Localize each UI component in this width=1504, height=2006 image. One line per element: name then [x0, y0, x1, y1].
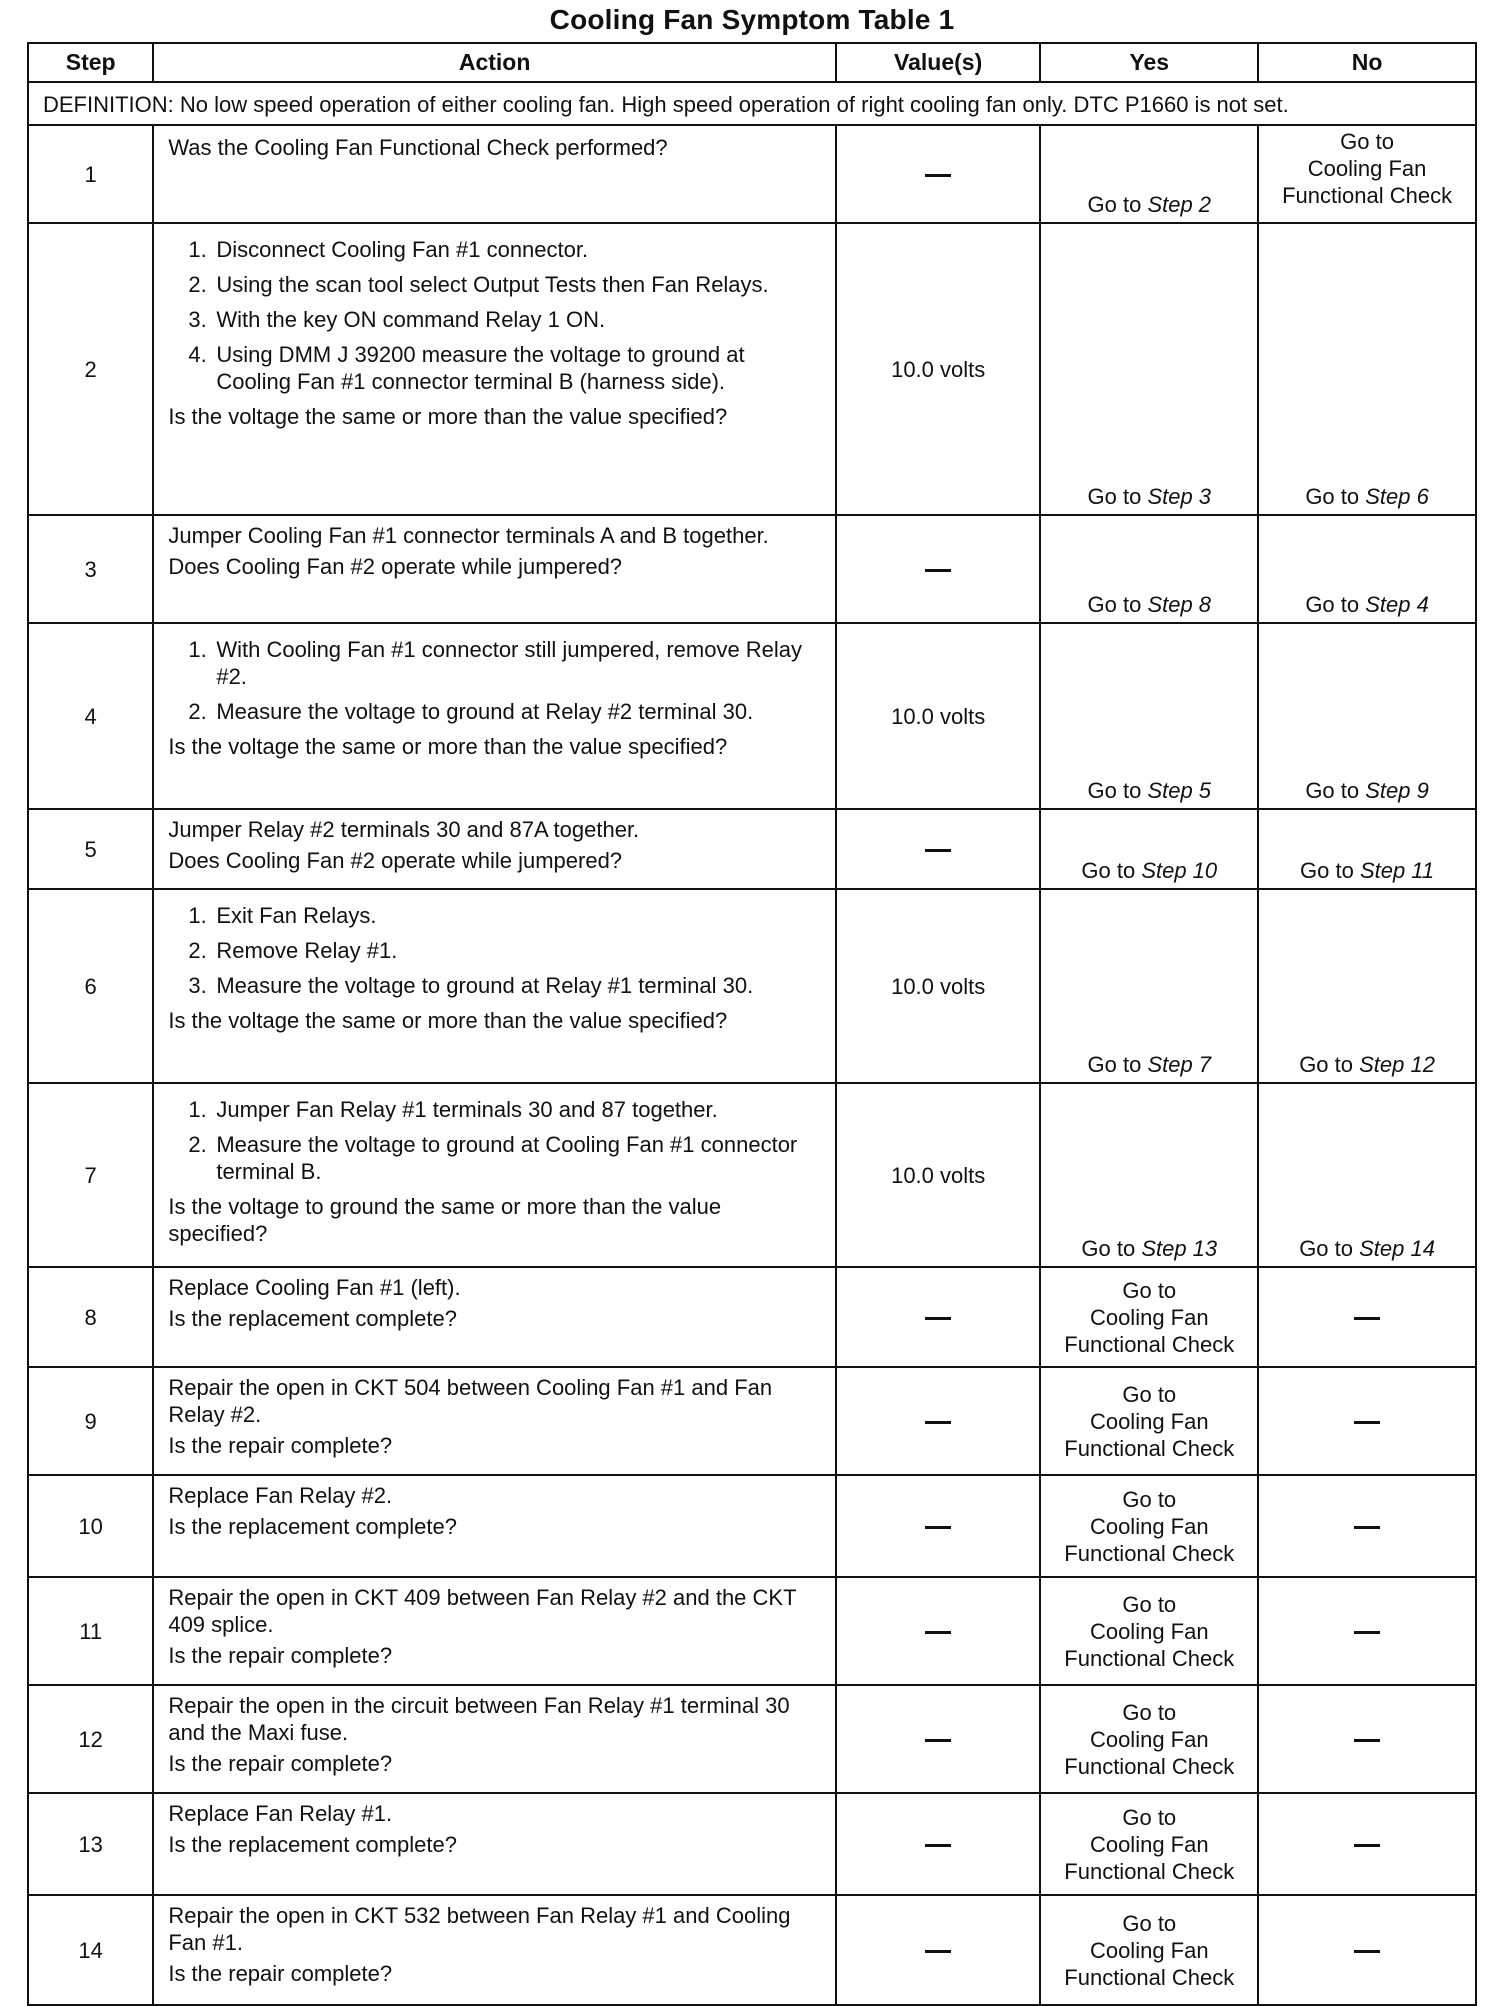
- dash-mark: [925, 849, 951, 852]
- yes-cell: [1040, 809, 1258, 889]
- action-cell: [153, 889, 836, 1083]
- action-cell: [153, 1267, 836, 1367]
- goto-step-link[interactable]: Step 2: [1147, 192, 1212, 217]
- no-cell: [1258, 1793, 1476, 1895]
- goto-label: Go to: [1087, 778, 1142, 803]
- substep-number: 3.: [188, 973, 207, 998]
- question-text: Is the voltage the same or more than the value specified?: [168, 404, 728, 429]
- table-row: [28, 1475, 1476, 1577]
- step-number: 14: [28, 1895, 153, 2005]
- dash-mark: [1354, 1526, 1380, 1529]
- value-text: 10.0 volts: [891, 1162, 986, 1188]
- substep-item: [176, 271, 821, 298]
- no-cell: [1258, 1083, 1476, 1267]
- substep-number: 3.: [188, 307, 207, 332]
- goto-label: Go to: [1087, 484, 1142, 509]
- action-text: Repair the open in CKT 532 between Fan Relay #1 and Cooling Fan #1.: [168, 1903, 791, 1955]
- table-row: [28, 515, 1476, 623]
- symptom-table: [27, 42, 1477, 2006]
- dash-mark: [1354, 1844, 1380, 1847]
- goto-step-link[interactable]: Step 5: [1147, 778, 1212, 803]
- question-text: Does Cooling Fan #2 operate while jumpered?: [168, 554, 623, 579]
- dash-mark: [1354, 1631, 1380, 1634]
- no-cell: [1258, 623, 1476, 809]
- no-cell: [1258, 515, 1476, 623]
- goto-step-link[interactable]: Step 14: [1359, 1236, 1435, 1261]
- header-action: Action: [153, 43, 836, 82]
- goto-label: Go to: [1305, 778, 1360, 803]
- goto-label: Go to: [1122, 1910, 1177, 1936]
- yes-cell: [1040, 623, 1258, 809]
- header-step: Step: [28, 43, 153, 82]
- goto-label: Go to: [1299, 1236, 1353, 1261]
- step-number: 2: [28, 223, 153, 515]
- substep-number: 1.: [188, 637, 207, 662]
- substep-item: [176, 1096, 821, 1123]
- question-text: Is the replacement complete?: [168, 1832, 457, 1857]
- value-cell: [836, 125, 1040, 223]
- functional-check-link[interactable]: Cooling Fan Functional Check: [1064, 1831, 1235, 1884]
- action-cell: [153, 1083, 836, 1267]
- no-cell: [1258, 889, 1476, 1083]
- action-cell: [153, 1793, 836, 1895]
- step-number: 13: [28, 1793, 153, 1895]
- goto-step-link[interactable]: Step 9: [1365, 778, 1429, 803]
- goto-label: Go to: [1081, 1236, 1136, 1261]
- goto-label: Go to: [1087, 192, 1142, 217]
- goto-step-link[interactable]: Step 12: [1359, 1052, 1435, 1077]
- table-row: [28, 1367, 1476, 1475]
- step-number: 1: [28, 125, 153, 223]
- dash-mark: [925, 1739, 951, 1742]
- goto-label: Go to: [1122, 1277, 1177, 1303]
- goto-label: Go to: [1122, 1699, 1177, 1725]
- question-text: Is the repair complete?: [168, 1751, 393, 1776]
- no-cell: [1258, 1895, 1476, 2005]
- action-cell: [153, 623, 836, 809]
- substep-text: Remove Relay #1.: [216, 938, 398, 963]
- substep-text: Disconnect Cooling Fan #1 connector.: [216, 237, 589, 262]
- yes-cell: [1040, 1267, 1258, 1367]
- substep-list: [168, 1096, 821, 1185]
- page-title: Cooling Fan Symptom Table 1: [549, 4, 955, 35]
- action-text: Jumper Relay #2 terminals 30 and 87A together.: [168, 817, 640, 842]
- substep-number: 2.: [188, 938, 207, 963]
- substep-item: [176, 698, 821, 725]
- value-cell: [836, 623, 1040, 809]
- value-text: 10.0 volts: [891, 973, 986, 999]
- yes-cell: [1040, 1895, 1258, 2005]
- value-cell: [836, 809, 1040, 889]
- question-text: Is the replacement complete?: [168, 1514, 457, 1539]
- substep-item: [176, 341, 821, 395]
- goto-label: Go to: [1087, 1052, 1142, 1077]
- header-values: Value(s): [836, 43, 1040, 82]
- goto-step-link[interactable]: Step 7: [1147, 1052, 1212, 1077]
- goto-step-link[interactable]: Step 3: [1147, 484, 1212, 509]
- action-text: Jumper Cooling Fan #1 connector terminals A and B together.: [168, 523, 769, 548]
- substep-text: Measure the voltage to ground at Relay #2 terminal 30.: [216, 699, 754, 724]
- value-cell: [836, 1577, 1040, 1685]
- no-cell: [1258, 1577, 1476, 1685]
- table-row: [28, 1577, 1476, 1685]
- table-row: [28, 623, 1476, 809]
- goto-label: Go to: [1122, 1381, 1177, 1407]
- dash-mark: [925, 1844, 951, 1847]
- substep-text: Measure the voltage to ground at Cooling Fan #1 connector terminal B.: [216, 1132, 798, 1184]
- question-text: Was the Cooling Fan Functional Check performed?: [168, 135, 668, 160]
- step-number: 10: [28, 1475, 153, 1577]
- question-text: Is the voltage the same or more than the value specified?: [168, 734, 728, 759]
- goto-label: Go to: [1305, 592, 1360, 617]
- goto-step-link[interactable]: Step 11: [1359, 858, 1435, 883]
- substep-text: Using the scan tool select Output Tests then Fan Relays.: [216, 272, 769, 297]
- action-text: Repair the open in the circuit between Fan Relay #1 terminal 30 and the Maxi fuse.: [168, 1693, 790, 1745]
- value-cell: [836, 1685, 1040, 1793]
- action-cell: [153, 1367, 836, 1475]
- functional-check-link[interactable]: Cooling Fan Functional Check: [1064, 1726, 1235, 1779]
- value-cell: [836, 1475, 1040, 1577]
- functional-check-link[interactable]: Cooling Fan Functional Check: [1064, 1937, 1235, 1990]
- substep-item: [176, 972, 821, 999]
- dash-mark: [925, 569, 951, 572]
- table-row: [28, 1267, 1476, 1367]
- question-text: Is the voltage the same or more than the value specified?: [168, 1008, 728, 1033]
- yes-cell: [1040, 125, 1258, 223]
- goto-label: Go to: [1122, 1591, 1177, 1617]
- goto-label: Go to: [1299, 1052, 1353, 1077]
- no-cell: [1258, 1685, 1476, 1793]
- substep-item: [176, 902, 821, 929]
- table-row: [28, 1895, 1476, 2005]
- action-text: Replace Fan Relay #2.: [168, 1483, 393, 1508]
- functional-check-link[interactable]: Cooling Fan Functional Check: [1064, 1408, 1235, 1461]
- value-cell: [836, 1367, 1040, 1475]
- no-cell: [1258, 1267, 1476, 1367]
- functional-check-link[interactable]: Cooling Fan Functional Check: [1064, 1304, 1235, 1357]
- yes-cell: [1040, 515, 1258, 623]
- action-text: Repair the open in CKT 504 between Cooling Fan #1 and Fan Relay #2.: [168, 1375, 773, 1427]
- substep-list: [168, 902, 821, 999]
- substep-number: 2.: [188, 272, 207, 297]
- goto-label: Go to: [1081, 858, 1136, 883]
- functional-check-link[interactable]: Cooling Fan Functional Check: [1282, 156, 1453, 208]
- question-text: Is the repair complete?: [168, 1433, 393, 1458]
- step-number: 11: [28, 1577, 153, 1685]
- yes-cell: [1040, 889, 1258, 1083]
- table-row: [28, 125, 1476, 223]
- question-text: Is the repair complete?: [168, 1961, 393, 1986]
- question-text: Is the replacement complete?: [168, 1306, 457, 1331]
- substep-item: [176, 1131, 821, 1185]
- yes-cell: [1040, 1793, 1258, 1895]
- value-cell: [836, 223, 1040, 515]
- dash-mark: [1354, 1950, 1380, 1953]
- value-text: 10.0 volts: [891, 356, 986, 382]
- action-text: Repair the open in CKT 409 between Fan Relay #2 and the CKT 409 splice.: [168, 1585, 797, 1637]
- substep-item: [176, 636, 821, 690]
- action-cell: [153, 1895, 836, 2005]
- action-text: Replace Fan Relay #1.: [168, 1801, 393, 1826]
- substep-text: Jumper Fan Relay #1 terminals 30 and 87 together.: [216, 1097, 718, 1122]
- substep-text: Measure the voltage to ground at Relay #1 terminal 30.: [216, 973, 754, 998]
- substep-text: Using DMM J 39200 measure the voltage to ground at Cooling Fan #1 connector terminal B (harness side).: [216, 342, 745, 394]
- dash-mark: [1354, 1739, 1380, 1742]
- substep-item: [176, 236, 821, 263]
- table-row: [28, 889, 1476, 1083]
- dash-mark: [925, 1526, 951, 1529]
- dash-mark: [925, 1950, 951, 1953]
- goto-step-link[interactable]: Step 4: [1365, 592, 1429, 617]
- step-number: 7: [28, 1083, 153, 1267]
- substep-number: 1.: [188, 1097, 207, 1122]
- action-cell: [153, 125, 836, 223]
- goto-label: Go to: [1122, 1486, 1177, 1512]
- substep-item: [176, 937, 821, 964]
- substep-item: [176, 306, 821, 333]
- action-cell: [153, 1685, 836, 1793]
- value-cell: [836, 889, 1040, 1083]
- value-cell: [836, 1267, 1040, 1367]
- goto-label: Go to: [1300, 858, 1354, 883]
- table-row: [28, 223, 1476, 515]
- no-cell: [1258, 1367, 1476, 1475]
- functional-check-link[interactable]: Cooling Fan Functional Check: [1064, 1618, 1235, 1671]
- dash-mark: [1354, 1421, 1380, 1424]
- question-text: Is the repair complete?: [168, 1643, 393, 1668]
- substep-number: 4.: [188, 342, 207, 367]
- substep-list: [168, 636, 821, 725]
- yes-cell: [1040, 1577, 1258, 1685]
- definition-text: DEFINITION: No low speed operation of either cooling fan. High speed operation of right cooling fan only. DTC P1660 is not set.: [28, 82, 1476, 125]
- yes-cell: [1040, 1367, 1258, 1475]
- yes-cell: [1040, 1475, 1258, 1577]
- question-text: Is the voltage to ground the same or more than the value specified?: [168, 1194, 722, 1246]
- header-yes: Yes: [1040, 43, 1258, 82]
- yes-cell: [1040, 1083, 1258, 1267]
- dash-mark: [925, 174, 951, 177]
- definition-row: [28, 82, 1476, 125]
- goto-step-link[interactable]: Step 6: [1365, 484, 1429, 509]
- action-cell: [153, 1577, 836, 1685]
- functional-check-link[interactable]: Cooling Fan Functional Check: [1064, 1513, 1235, 1566]
- action-cell: [153, 809, 836, 889]
- substep-text: With the key ON command Relay 1 ON.: [216, 307, 606, 332]
- substep-number: 1.: [188, 237, 207, 262]
- yes-cell: [1040, 1685, 1258, 1793]
- goto-label: Go to: [1122, 1804, 1177, 1830]
- goto-label: Go to: [1305, 484, 1360, 509]
- header-row: [28, 43, 1476, 82]
- no-cell: [1258, 223, 1476, 515]
- goto-step-link[interactable]: Step 13: [1141, 1236, 1218, 1261]
- action-cell: [153, 515, 836, 623]
- value-text: 10.0 volts: [891, 703, 986, 729]
- no-cell: [1258, 125, 1476, 223]
- yes-cell: [1040, 223, 1258, 515]
- goto-label: Go to: [1087, 592, 1142, 617]
- table-row: [28, 1083, 1476, 1267]
- substep-number: 2.: [188, 1132, 207, 1157]
- dash-mark: [925, 1317, 951, 1320]
- step-number: 12: [28, 1685, 153, 1793]
- action-cell: [153, 1475, 836, 1577]
- value-cell: [836, 515, 1040, 623]
- table-row: [28, 1685, 1476, 1793]
- step-number: 5: [28, 809, 153, 889]
- step-number: 9: [28, 1367, 153, 1475]
- goto-label: Go to: [1340, 129, 1394, 154]
- goto-step-link[interactable]: Step 8: [1147, 592, 1212, 617]
- dash-mark: [1354, 1317, 1380, 1320]
- substep-number: 2.: [188, 699, 207, 724]
- value-cell: [836, 1793, 1040, 1895]
- step-number: 3: [28, 515, 153, 623]
- header-no: No: [1258, 43, 1476, 82]
- substep-text: With Cooling Fan #1 connector still jumpered, remove Relay #2.: [216, 637, 803, 689]
- dash-mark: [925, 1421, 951, 1424]
- substep-list: [168, 236, 821, 395]
- table-row: [28, 1793, 1476, 1895]
- dash-mark: [925, 1631, 951, 1634]
- no-cell: [1258, 1475, 1476, 1577]
- no-cell: [1258, 809, 1476, 889]
- substep-text: Exit Fan Relays.: [216, 903, 377, 928]
- step-number: 4: [28, 623, 153, 809]
- goto-step-link[interactable]: Step 10: [1141, 858, 1218, 883]
- action-text: Replace Cooling Fan #1 (left).: [168, 1275, 461, 1300]
- question-text: Does Cooling Fan #2 operate while jumpered?: [168, 848, 623, 873]
- value-cell: [836, 1895, 1040, 2005]
- table-row: [28, 809, 1476, 889]
- step-number: 6: [28, 889, 153, 1083]
- action-cell: [153, 223, 836, 515]
- substep-number: 1.: [188, 903, 207, 928]
- value-cell: [836, 1083, 1040, 1267]
- step-number: 8: [28, 1267, 153, 1367]
